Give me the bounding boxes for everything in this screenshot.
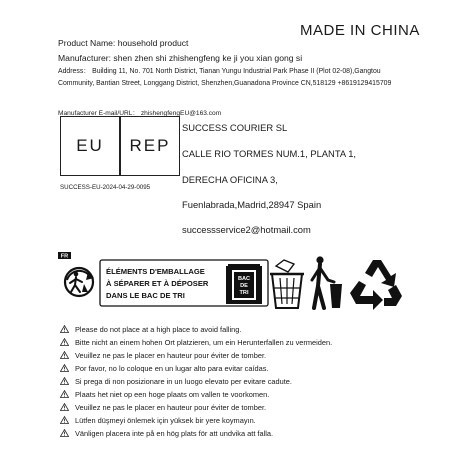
eu-rep-line-3: DERECHA OFICINA 3,: [182, 174, 278, 185]
fr-badge: [58, 252, 71, 260]
eu-rep-line-2: CALLE RIO TORMES NUM.1, PLANTA 1,: [182, 148, 357, 159]
triman-text-line-3: DANS LE BAC DE TRI: [106, 291, 185, 300]
paper-bin-icon: [270, 260, 304, 308]
eu-rep-line-1: SUCCESS COURIER SL: [182, 122, 288, 133]
warning-text-tr: Lütfen düşmeyi önlemek için yüksek bir yere koymayın.: [75, 415, 256, 425]
warning-triangle-icon: [60, 403, 69, 411]
bin-label-1: BAC: [237, 276, 251, 282]
manufacturer-email-label: Manufacturer E-mail/URL：: [58, 110, 139, 117]
eu-rep-line-4: Fuenlabrada,Madrid,28947 Spain: [182, 199, 322, 210]
warning-text-nl: Plaats het niet op een hoge plaats om vallen te voorkomen.: [75, 389, 270, 399]
address-label: Address：: [58, 68, 91, 75]
manufacturer-email-value: zhishengfengEU@163.com: [140, 110, 222, 117]
product-name-label: Product Name:: [58, 38, 116, 48]
eu-rep-code: SUCCESS-EU-2024-04-29-0095: [60, 184, 151, 191]
triman-info-box: [100, 260, 268, 306]
fr-badge-text: FR: [60, 253, 69, 260]
warning-row: [60, 427, 273, 439]
warning-triangle-icon: [60, 429, 69, 437]
manufacturer-label: Manufacturer:: [58, 53, 112, 63]
warning-triangle-icon: [60, 338, 69, 346]
warning-triangle-icon: [60, 364, 69, 372]
warning-triangle-icon: [60, 377, 69, 385]
manufacturer-value: shen zhen shi zhishengfeng ke ji you xian gong si: [113, 53, 303, 63]
triman-icon: [65, 268, 94, 296]
bin-label-3: TRI: [239, 290, 249, 296]
address-value: Building 11, No. 701 North District, Tianan Yungu Industrial Park Phase II (Plot 02-08),Gangtou Community, Bantian Street, Longgang District, Shenzhen,Guanadona Province CN,518129 +8619129415709: [58, 68, 392, 87]
sorting-bin-icon: [226, 264, 262, 304]
warning-row: [60, 323, 241, 335]
address-block: [58, 66, 410, 90]
warning-row: [60, 362, 269, 374]
warning-text-sv: Vänligen placera inte på en hög plats för att undvika att falla.: [75, 428, 274, 438]
warning-text-it: Si prega di non posizionare in un luogo elevato per evitare cadute.: [75, 376, 292, 386]
warning-triangle-icon: [60, 416, 69, 424]
product-name-row: [58, 38, 188, 48]
triman-text-line-2: À SÉPARER ET À DÉPOSER: [106, 279, 209, 288]
triman-sorting-block: [58, 252, 403, 316]
product-name-value: household product: [117, 38, 189, 48]
eu-rep-eu-text: EU: [76, 136, 104, 155]
warning-text-en: Please do not place at a high place to avoid falling.: [75, 324, 242, 334]
warning-row: [60, 375, 292, 387]
manufacturer-row: [58, 53, 302, 63]
eu-rep-symbol: [60, 116, 180, 176]
warning-row: [60, 414, 256, 426]
warning-triangle-icon: [60, 351, 69, 359]
warning-row: [60, 336, 332, 348]
eu-rep-email: successservice2@hotmail.com: [182, 224, 311, 235]
bin-label-2: DE: [240, 283, 248, 289]
warning-text-fr: Veuillez ne pas le placer en hauteur pour éviter de tomber.: [75, 350, 267, 360]
warning-text-de: Bitte nicht an einem hohen Ort platzieren, um ein Herunterfallen zu vermeiden.: [75, 337, 333, 347]
warning-text-fr-2: Veuillez ne pas le placer en hauteur pour éviter de tomber.: [75, 402, 267, 412]
tidyman-icon: [312, 256, 342, 308]
warning-triangle-icon: [60, 325, 69, 333]
recycle-icon: [350, 260, 402, 310]
made-in-china-label: MADE IN CHINA: [300, 22, 420, 39]
warning-triangle-icon: [60, 390, 69, 398]
warning-row: [60, 388, 269, 400]
triman-text-line-1: ÉLÉMENTS D'EMBALLAGE: [106, 267, 205, 276]
warning-text-es: Por favor, no lo coloque en un lugar alto para evitar caídas.: [75, 363, 269, 373]
warning-row: [60, 401, 266, 413]
eu-rep-rep-text: REP: [129, 136, 171, 155]
warning-row: [60, 349, 266, 361]
